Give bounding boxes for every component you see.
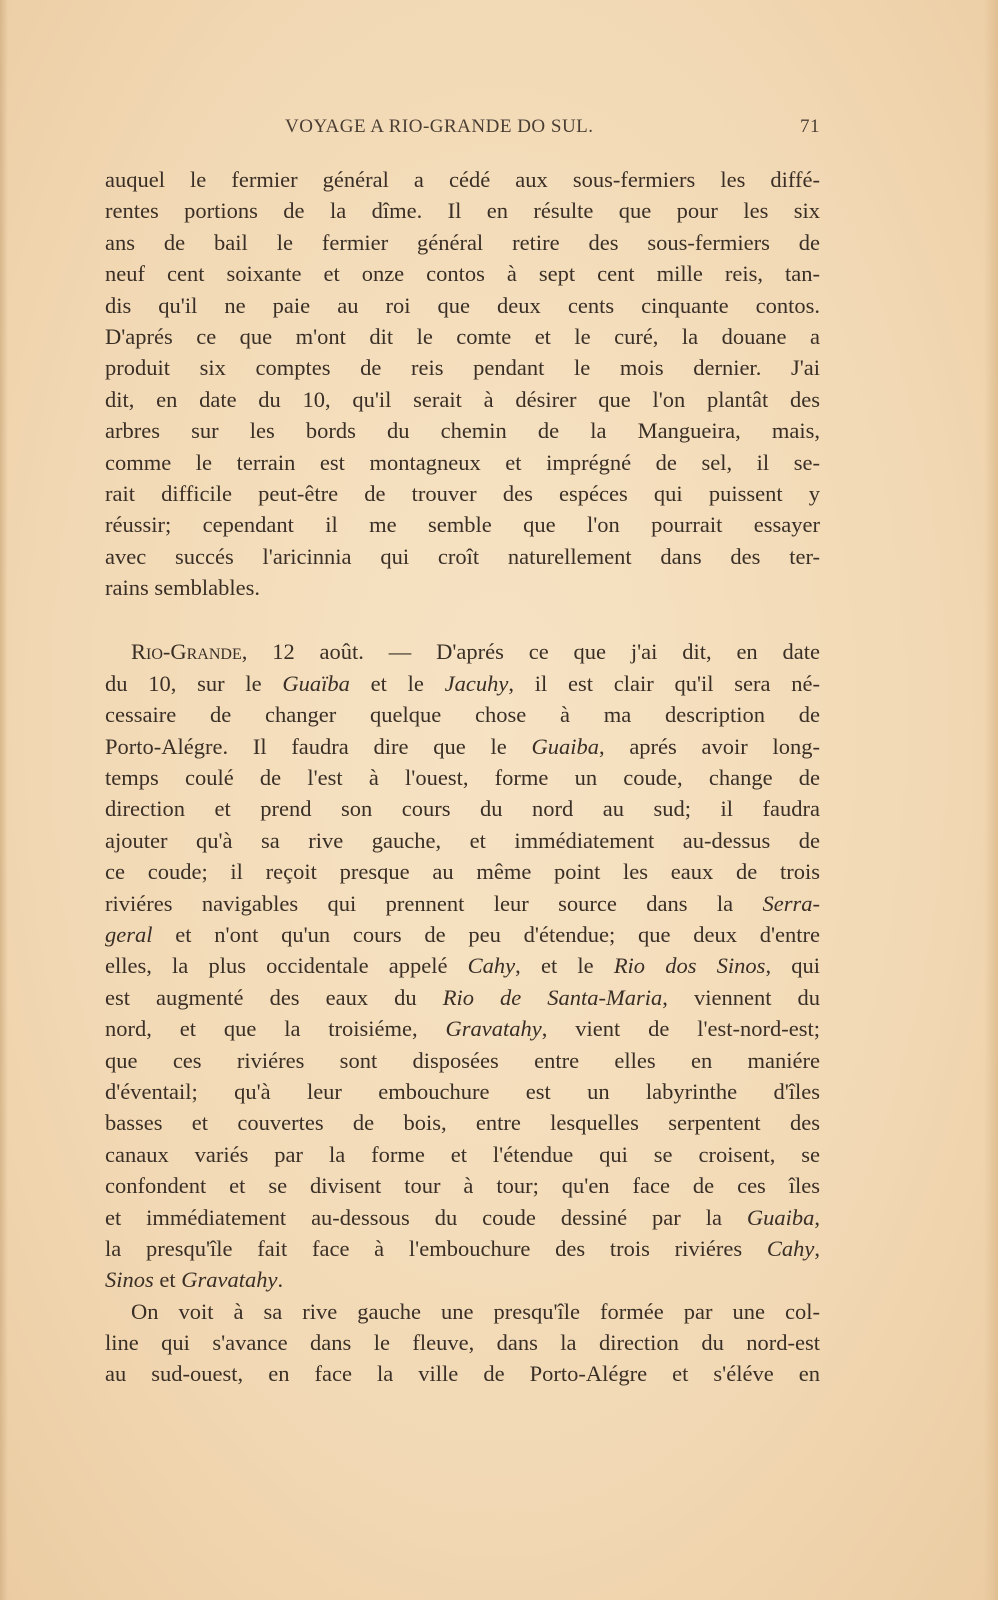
paragraph-3: [105, 1296, 820, 1390]
page-edge-right: [984, 0, 998, 1600]
text-line: au sud-ouest, en face la ville de Porto-Alégre et s'éléve en: [105, 1361, 820, 1387]
text-line: On voit à sa rive gauche une presqu'île formée par une col-: [131, 1298, 820, 1324]
dateline-place: Rio-Grande: [131, 639, 242, 665]
text-line: auquel le fermier général a cédé aux sous-fermiers les diffé-: [105, 167, 820, 192]
italic-term: Cahy: [467, 953, 516, 979]
text-line: rait difficile peut-être de trouver des espéces qui puissent y: [105, 480, 820, 506]
text-line: et immédiatement au-dessous du coude dessiné par la Guaiba,: [105, 1204, 820, 1230]
paragraph-gap: [105, 603, 820, 636]
text-line: arbres sur les bords du chemin de la Mangueira, mais,: [105, 418, 820, 444]
text-line: réussir; cependant il me semble que l'on pourrait essayer: [105, 512, 820, 538]
text-line: rentes portions de la dîme. Il en résulte que pour les six: [105, 198, 820, 224]
italic-term: Sinos: [105, 1267, 154, 1293]
dateline-rest: , 12 août. — D'aprés ce que j'ai dit, en date: [241, 639, 820, 665]
text-line: Sinos et Gravatahy.: [105, 1267, 284, 1293]
text-line: rains semblables.: [105, 575, 260, 601]
text-line: avec succés l'aricinnia qui croît naturellement dans des ter-: [105, 543, 820, 569]
text-line: confondent et se divisent tour à tour; qu'en face de ces îles: [105, 1173, 820, 1199]
paragraph-2: [105, 636, 820, 1295]
italic-term: Gravatahy: [445, 1016, 542, 1042]
italic-term: Guaïba: [282, 670, 350, 696]
text-line: la presqu'île fait face à l'embouchure des trois riviéres Cahy,: [105, 1235, 820, 1261]
italic-term: Guaiba: [531, 733, 599, 759]
page-number: 71: [800, 116, 820, 137]
text-line: neuf cent soixante et onze contos à sept cent mille reis, tan-: [105, 261, 820, 287]
italic-term: Gravatahy: [181, 1267, 278, 1293]
text-line: d'éventail; qu'à leur embouchure est un labyrinthe d'îles: [105, 1078, 820, 1104]
body-text: [105, 164, 820, 1390]
text-line-dateline: [105, 636, 820, 667]
text-line: Porto-Alégre. Il faudra dire que le Guaiba, aprés avoir long-: [105, 733, 820, 759]
text-line: line qui s'avance dans le fleuve, dans la direction du nord-est: [105, 1330, 820, 1356]
text-line: dis qu'il ne paie au roi que deux cents cinquante contos.: [105, 292, 820, 318]
text-line: ce coude; il reçoit presque au même point les eaux de trois: [105, 859, 820, 885]
italic-term: Cahy: [766, 1235, 815, 1261]
text-line: basses et couvertes de bois, entre lesquelles serpentent des: [105, 1110, 820, 1136]
text-line: canaux variés par la forme et l'étendue qui se croisent, se: [105, 1141, 820, 1167]
text-line: que ces riviéres sont disposées entre elles en maniére: [105, 1047, 820, 1073]
text-line: ans de bail le fermier général retire des sous-fermiers de: [105, 229, 820, 255]
italic-term: Jacuhy: [444, 670, 509, 696]
text-line: est augmenté des eaux du Rio de Santa-Maria, viennent du: [105, 984, 821, 1010]
text-line: comme le terrain est montagneux et imprégné de sel, il se-: [105, 449, 820, 475]
text-line: D'aprés ce que m'ont dit le comte et le curé, la douane a: [105, 323, 820, 349]
italic-term: Rio dos Sinos: [613, 953, 766, 979]
text-line: elles, la plus occidentale appelé Cahy, et le Rio dos Sinos, qui: [105, 953, 820, 979]
running-head: [285, 116, 820, 144]
text-line: temps coulé de l'est à l'ouest, forme un coude, change de: [105, 765, 820, 791]
italic-term: Guaiba: [746, 1204, 815, 1230]
text-line: du 10, sur le Guaïba et le Jacuhy, il est clair qu'il sera né-: [105, 670, 820, 696]
text-line: riviéres navigables qui prennent leur source dans la Serra-: [105, 890, 820, 916]
italic-term: geral: [105, 921, 153, 947]
text-line: nord, et que la troisiéme, Gravatahy, vient de l'est-nord-est;: [105, 1016, 820, 1042]
text-line: geral et n'ont qu'un cours de peu d'étendue; que deux d'entre: [105, 921, 820, 947]
text-line: cessaire de changer quelque chose à ma description de: [105, 702, 820, 728]
italic-term: Serra-: [762, 890, 820, 916]
running-head-title: VOYAGE A RIO-GRANDE DO SUL.: [285, 116, 594, 137]
text-line: direction et prend son cours du nord au sud; il faudra: [105, 796, 820, 822]
text-line: produit six comptes de reis pendant le mois dernier. J'ai: [105, 355, 820, 381]
page-edge-left: [0, 0, 8, 1600]
text-line: ajouter qu'à sa rive gauche, et immédiatement au-dessus de: [105, 827, 820, 853]
italic-term: Rio de Santa-Maria: [442, 984, 663, 1010]
paragraph-1: [105, 164, 820, 603]
text-line: dit, en date du 10, qu'il serait à désirer que l'on plantât des: [105, 386, 820, 412]
